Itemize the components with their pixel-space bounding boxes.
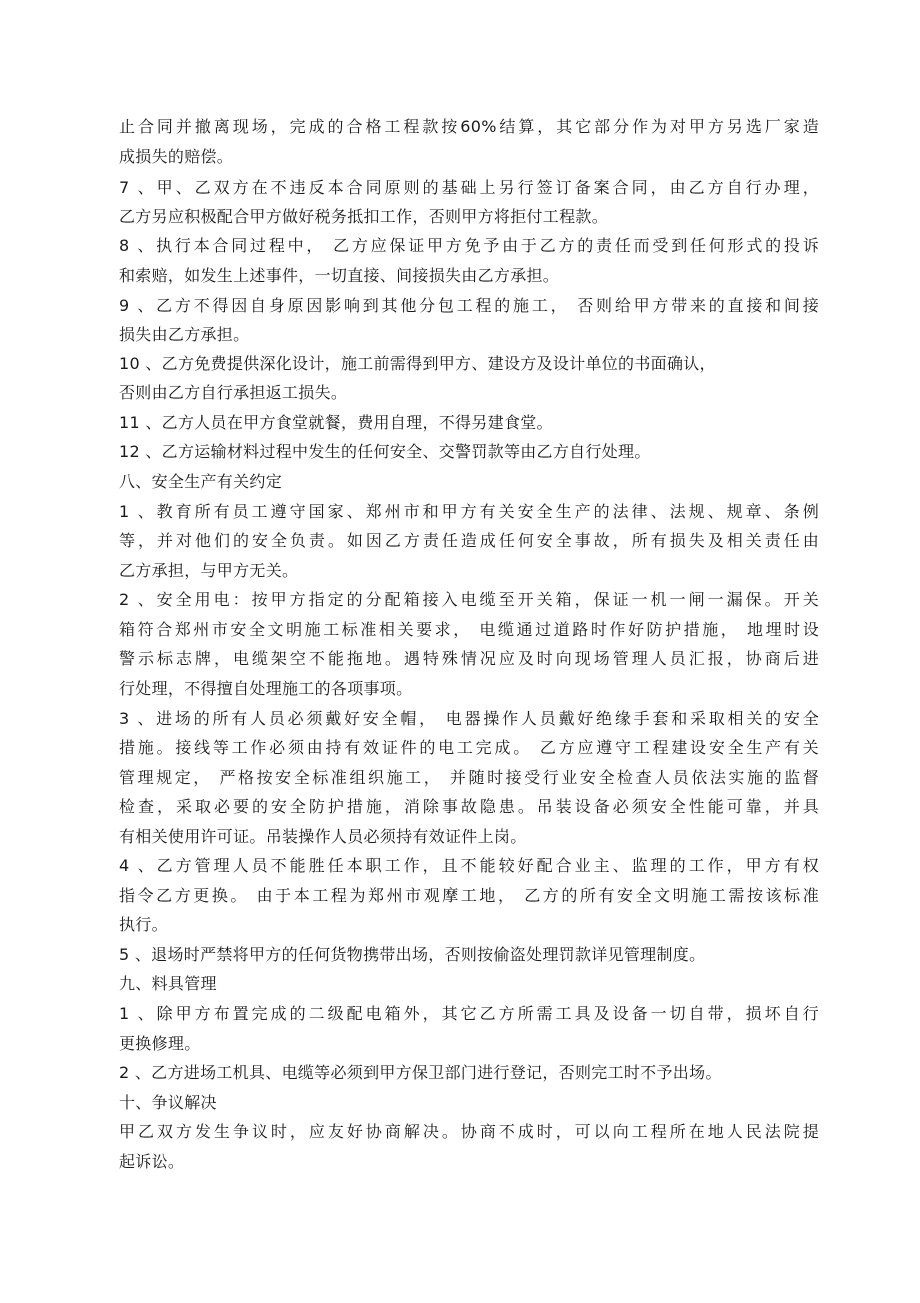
text-line: 5 、退场时严禁将甲方的任何货物携带出场，否则按偷盗处理罚款详见管理制度。 [119, 945, 706, 964]
text-line: 12 、乙方运输材料过程中发生的任何安全、交警罚款等由乙方自行处理。 [119, 442, 651, 461]
text-line: 8 、执行本合同过程中， 乙方应保证甲方免予由于乙方的责任而受到任何形式的投诉 [119, 236, 819, 255]
section-heading: 九、料具管理 [119, 974, 217, 993]
section-heading: 十、争议解决 [119, 1093, 217, 1112]
text-line: 行处理，不得擅自处理施工的各项事项。 [119, 679, 413, 698]
text-line: 等，并对他们的安全负责。如因乙方责任造成任何安全事故，所有损失及相关责任由 [119, 531, 819, 550]
text-line: 9 、乙方不得因自身原因影响到其他分包工程的施工， 否则给甲方带来的直接和间接 [119, 296, 819, 315]
text-line: 箱符合郑州市安全文明施工标准相关要求， 电缆通过道路时作好防护措施， 地埋时设 [119, 620, 819, 639]
text-line: 否则由乙方自行承担返工损失。 [119, 383, 348, 402]
text-line: 2 、乙方进场工机具、电缆等必须到甲方保卫部门进行登记，否则完工时不予出场。 [119, 1063, 722, 1082]
text-line: 和索赔，如发生上述事件，一切直接、间接损失由乙方承担。 [119, 266, 560, 285]
text-line: 7 、甲、乙双方在不违反本合同原则的基础上另行签订备案合同，由乙方自行办理， [119, 178, 819, 197]
text-line: 管理规定， 严格按安全标准组织施工， 并随时接受行业安全检查人员依法实施的监督 [119, 768, 819, 787]
text-line: 指令乙方更换。 由于本工程为郑州市观摩工地， 乙方的所有安全文明施工需按该标准 [119, 886, 819, 905]
text-line: 止合同并撤离现场，完成的合格工程款按60%结算，其它部分作为对甲方另选厂家造 [119, 117, 819, 136]
text-line: 1 、除甲方布置完成的二级配电箱外，其它乙方所需工具及设备一切自带，损坏自行 [119, 1004, 819, 1023]
text-line: 乙方另应积极配合甲方做好税务抵扣工作，否则甲方将拒付工程款。 [119, 207, 609, 226]
text-line: 警示标志牌，电缆架空不能拖地。遇特殊情况应及时向现场管理人员汇报，协商后进 [119, 649, 819, 668]
text-line: 起诉讼。 [119, 1152, 185, 1171]
text-line: 乙方承担，与甲方无关。 [119, 561, 299, 580]
text-line: 检查，采取必要的安全防护措施，消除事故隐患。吊装设备必须安全性能可靠，并具 [119, 797, 819, 816]
text-line: 成损失的赔偿。 [119, 147, 234, 166]
text-line: 措施。接线等工作必须由持有效证件的电工完成。 乙方应遵守工程建设安全生产有关 [119, 738, 819, 757]
text-line: 2 、安全用电：按甲方指定的分配箱接入电缆至开关箱，保证一机一闸一漏保。开关 [119, 590, 819, 609]
text-line: 10 、乙方免费提供深化设计，施工前需得到甲方、建设方及设计单位的书面确认， [119, 354, 716, 373]
text-line: 11 、乙方人员在甲方食堂就餐，费用自理，不得另建食堂。 [119, 413, 553, 432]
text-line: 损失由乙方承担。 [119, 325, 250, 344]
text-line: 执行。 [119, 915, 168, 934]
text-line: 甲乙双方发生争议时，应友好协商解决。协商不成时，可以向工程所在地人民法院提 [119, 1122, 819, 1141]
text-line: 4 、乙方管理人员不能胜任本职工作，且不能较好配合业主、监理的工作，甲方有权 [119, 856, 819, 875]
section-heading: 八、安全生产有关约定 [119, 472, 283, 491]
text-line: 更换修理。 [119, 1034, 201, 1053]
text-line: 3 、进场的所有人员必须戴好安全帽， 电器操作人员戴好绝缘手套和采取相关的安全 [119, 709, 819, 728]
text-line: 有相关使用许可证。吊装操作人员必须持有效证件上岗。 [119, 827, 527, 846]
text-line: 1 、教育所有员工遵守国家、郑州市和甲方有关安全生产的法律、法规、规章、条例 [119, 502, 819, 521]
